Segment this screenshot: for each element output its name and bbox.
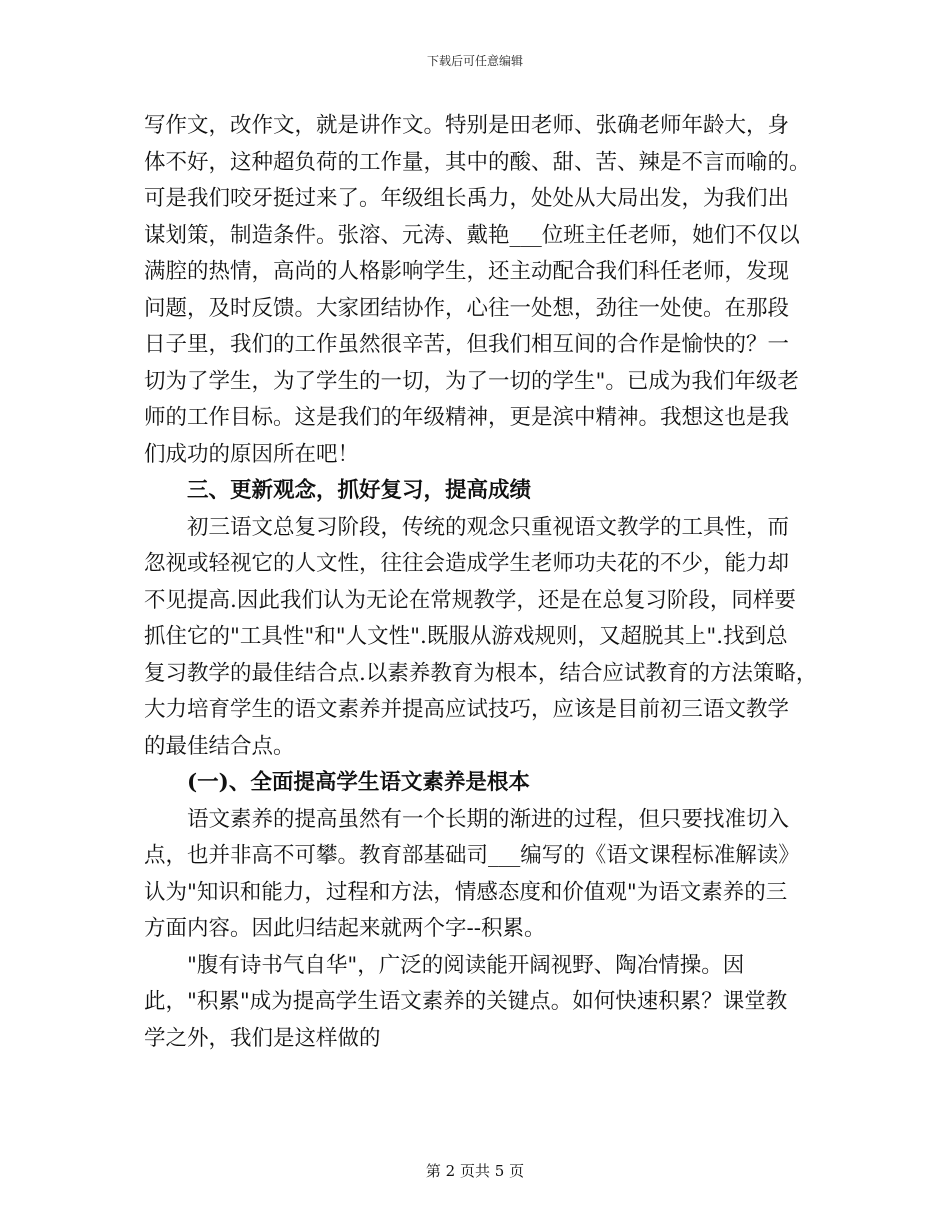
text-line: 们成功的原因所在吧！ xyxy=(144,441,360,467)
text-line: 忽视或轻视它的人文性，往往会造成学生老师功夫花的不少，能力却 xyxy=(144,551,790,576)
text-line: "腹有诗书气自华"，广泛的阅读能开阔视野、陶冶情操。因 xyxy=(187,952,745,978)
document-body xyxy=(144,108,824,1057)
text-line: 此，"积累"成为提高学生语文素养的关键点。如何快速积累？课堂教 xyxy=(144,989,788,1014)
text-line: 点，也并非高不可攀。教育部基础司___编写的《语文课程标准解读》 xyxy=(144,843,800,868)
text-line: 可是我们咬牙挺过来了。年级组长禹力，处处从大局出发，为我们出 xyxy=(144,186,790,211)
section-heading: 三、更新观念，抓好复习，提高成绩 xyxy=(187,478,532,503)
text-line: 满腔的热情，高尚的人格影响学生，还主动配合我们科任老师，发现 xyxy=(144,259,790,284)
page-footer: 第 2 页共 5 页 xyxy=(425,1162,525,1180)
text-line: 抓住它的"工具性"和"人文性".既服从游戏规则，又超脱其上".找到总 xyxy=(144,624,788,649)
text-line: 语文素养的提高虽然有一个长期的渐进的过程，但只要找准切入 xyxy=(187,806,790,832)
text-line: 不见提高.因此我们认为无论在常规教学，还是在总复习阶段，同样要 xyxy=(144,587,796,613)
text-line: 日子里，我们的工作虽然很辛苦，但我们相互间的合作是愉快的？一 xyxy=(144,332,790,357)
subsection-heading: (一)、全面提高学生语文素养是根本 xyxy=(187,770,530,795)
text-line: 体不好，这种超负荷的工作量，其中的酸、甜、苦、辣是不言而喻的。 xyxy=(144,149,811,175)
text-line: 复习教学的最佳结合点.以素养教育为根本，结合应试教育的方法策略， xyxy=(144,660,818,686)
text-line: 切为了学生，为了学生的一切，为了一切的学生"。已成为我们年级老 xyxy=(144,368,799,394)
text-line: 方面内容。因此归结起来就两个字--积累。 xyxy=(144,916,546,941)
text-line: 谋划策，制造条件。张溶、元涛、戴艳___位班主任老师，她们不仅以 xyxy=(144,222,800,248)
text-line: 写作文，改作文，就是讲作文。特别是田老师、张确老师年龄大，身 xyxy=(144,113,790,138)
text-line: 大力培育学生的语文素养并提高应试技巧，应该是目前初三语文教学 xyxy=(144,697,790,722)
text-line: 初三语文总复习阶段，传统的观念只重视语文教学的工具性，而 xyxy=(187,514,790,540)
text-line: 的最佳结合点。 xyxy=(144,733,295,759)
page-header: 下载后可任意编辑 xyxy=(426,54,523,68)
text-line: 认为"知识和能力，过程和方法，情感态度和价值观"为语文素养的三 xyxy=(144,879,788,905)
text-line: 师的工作目标。这是我们的年级精神，更是滨中精神。我想这也是我 xyxy=(144,405,790,430)
text-line: 问题，及时反馈。大家团结协作，心往一处想，劲往一处使。在那段 xyxy=(144,295,790,321)
text-line: 学之外，我们是这样做的 xyxy=(144,1025,381,1051)
